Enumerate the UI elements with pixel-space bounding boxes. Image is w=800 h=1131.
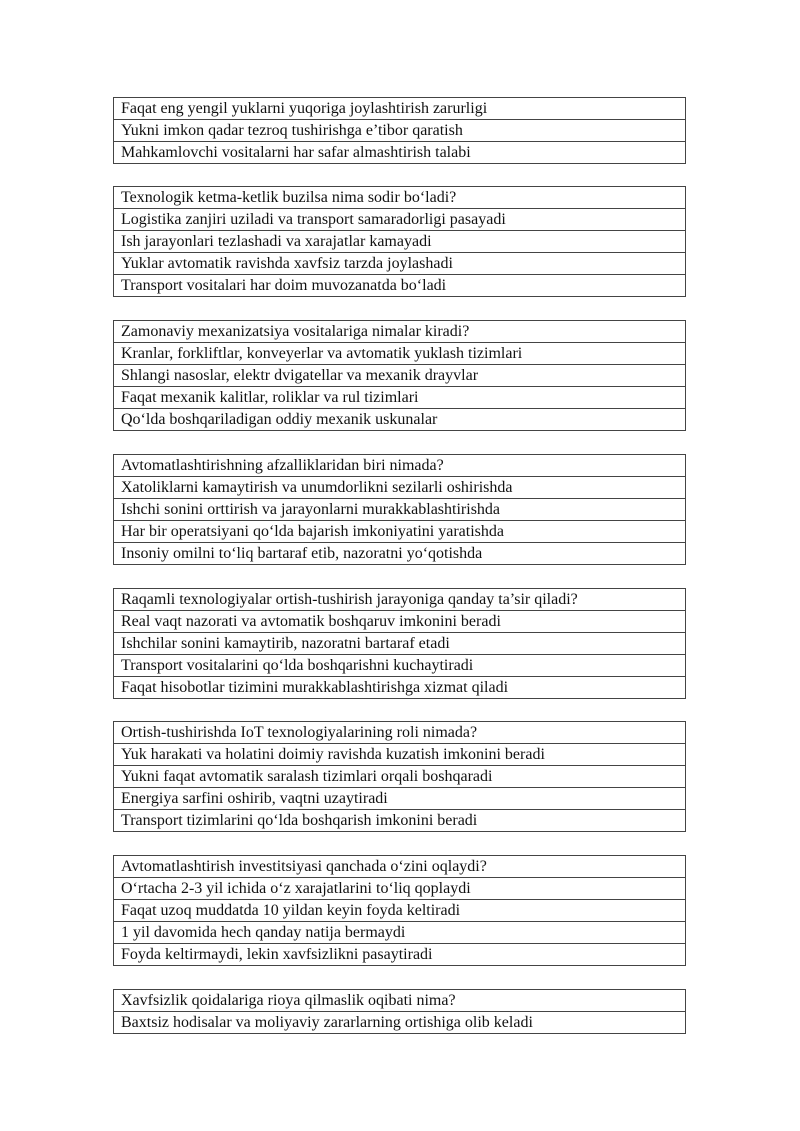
option-text: Faqat uzoq muddatda 10 yildan keyin foyda keltiradi (114, 900, 686, 922)
answer-row (114, 521, 686, 543)
question-block-5 (113, 588, 686, 699)
answer-row (114, 788, 686, 810)
answer-row (114, 677, 686, 699)
option-text: Shlangi nasoslar, elektr dvigatellar va mexanik drayvlar (114, 365, 686, 387)
answer-row (114, 209, 686, 231)
answer-row (114, 253, 686, 275)
option-text: Har bir operatsiyani qo‘lda bajarish imkoniyatini yaratishda (114, 521, 686, 543)
option-text: Transport vositalari har doim muvozanatda bo‘ladi (114, 275, 686, 297)
option-text: Faqat mexanik kalitlar, roliklar va rul tizimlari (114, 387, 686, 409)
answer-row (114, 499, 686, 521)
answer-row (114, 477, 686, 499)
option-text: Insoniy omilni to‘liq bartaraf etib, nazoratni yo‘qotishda (114, 543, 686, 565)
question-text: Zamonaviy mexanizatsiya vositalariga nimalar kiradi? (114, 321, 686, 343)
answer-row (114, 611, 686, 633)
answer-row (114, 409, 686, 431)
option-text: Foyda keltirmaydi, lekin xavfsizlikni pasaytiradi (114, 944, 686, 966)
question-text: Ortish-tushirishda IoT texnologiyalarining roli nimada? (114, 722, 686, 744)
answer-row (114, 900, 686, 922)
question-row (114, 321, 686, 343)
option-text: Energiya sarfini oshirib, vaqtni uzaytiradi (114, 788, 686, 810)
answer-row (114, 1012, 686, 1034)
answer-row (114, 944, 686, 966)
question-row (114, 856, 686, 878)
question-text: Xavfsizlik qoidalariga rioya qilmaslik oqibati nima? (114, 990, 686, 1012)
answer-row (114, 766, 686, 788)
option-text: Logistika zanjiri uziladi va transport samaradorligi pasayadi (114, 209, 686, 231)
option-text: Xatoliklarni kamaytirish va unumdorlikni sezilarli oshirishda (114, 477, 686, 499)
question-row (114, 722, 686, 744)
option-text: Mahkamlovchi vositalarni har safar almashtirish talabi (114, 142, 686, 164)
answer-row (114, 878, 686, 900)
answer-row (114, 231, 686, 253)
option-text: Ishchi sonini orttirish va jarayonlarni murakkablashtirishda (114, 499, 686, 521)
option-text: Ish jarayonlari tezlashadi va xarajatlar kamayadi (114, 231, 686, 253)
question-row (114, 187, 686, 209)
answer-row (114, 98, 686, 120)
question-row (114, 990, 686, 1012)
option-text: Real vaqt nazorati va avtomatik boshqaruv imkonini beradi (114, 611, 686, 633)
question-block-6 (113, 721, 686, 832)
answer-row (114, 387, 686, 409)
answer-row (114, 365, 686, 387)
option-text: Transport tizimlarini qo‘lda boshqarish imkonini beradi (114, 810, 686, 832)
answer-row (114, 142, 686, 164)
option-text: 1 yil davomida hech qanday natija bermaydi (114, 922, 686, 944)
question-row (114, 589, 686, 611)
option-text: Yukni faqat avtomatik saralash tizimlari orqali boshqaradi (114, 766, 686, 788)
answer-row (114, 633, 686, 655)
question-block-2 (113, 186, 686, 297)
answer-row (114, 922, 686, 944)
option-text: Yukni imkon qadar tezroq tushirishga e’tibor qaratish (114, 120, 686, 142)
question-block-3 (113, 320, 686, 431)
question-text: Raqamli texnologiyalar ortish-tushirish jarayoniga qanday ta’sir qiladi? (114, 589, 686, 611)
answer-row (114, 655, 686, 677)
answer-block-1 (113, 97, 686, 164)
option-text: Faqat hisobotlar tizimini murakkablashtirishga xizmat qiladi (114, 677, 686, 699)
option-text: Yuk harakati va holatini doimiy ravishda kuzatish imkonini beradi (114, 744, 686, 766)
answer-row (114, 810, 686, 832)
option-text: O‘rtacha 2-3 yil ichida o‘z xarajatlarini to‘liq qoplaydi (114, 878, 686, 900)
question-text: Texnologik ketma-ketlik buzilsa nima sodir bo‘ladi? (114, 187, 686, 209)
question-row (114, 455, 686, 477)
answer-row (114, 343, 686, 365)
option-text: Transport vositalarini qo‘lda boshqarishni kuchaytiradi (114, 655, 686, 677)
answer-row (114, 543, 686, 565)
question-block-4 (113, 454, 686, 565)
question-text: Avtomatlashtirish investitsiyasi qanchada o‘zini oqlaydi? (114, 856, 686, 878)
answer-row (114, 120, 686, 142)
option-text: Qo‘lda boshqariladigan oddiy mexanik uskunalar (114, 409, 686, 431)
answer-row (114, 275, 686, 297)
answer-row (114, 744, 686, 766)
option-text: Faqat eng yengil yuklarni yuqoriga joylashtirish zarurligi (114, 98, 686, 120)
question-text: Avtomatlashtirishning afzalliklaridan biri nimada? (114, 455, 686, 477)
question-block-7 (113, 855, 686, 966)
option-text: Ishchilar sonini kamaytirib, nazoratni bartaraf etadi (114, 633, 686, 655)
question-block-8 (113, 989, 686, 1034)
option-text: Kranlar, forkliftlar, konveyerlar va avtomatik yuklash tizimlari (114, 343, 686, 365)
option-text: Baxtsiz hodisalar va moliyaviy zararlarning ortishiga olib keladi (114, 1012, 686, 1034)
option-text: Yuklar avtomatik ravishda xavfsiz tarzda joylashadi (114, 253, 686, 275)
